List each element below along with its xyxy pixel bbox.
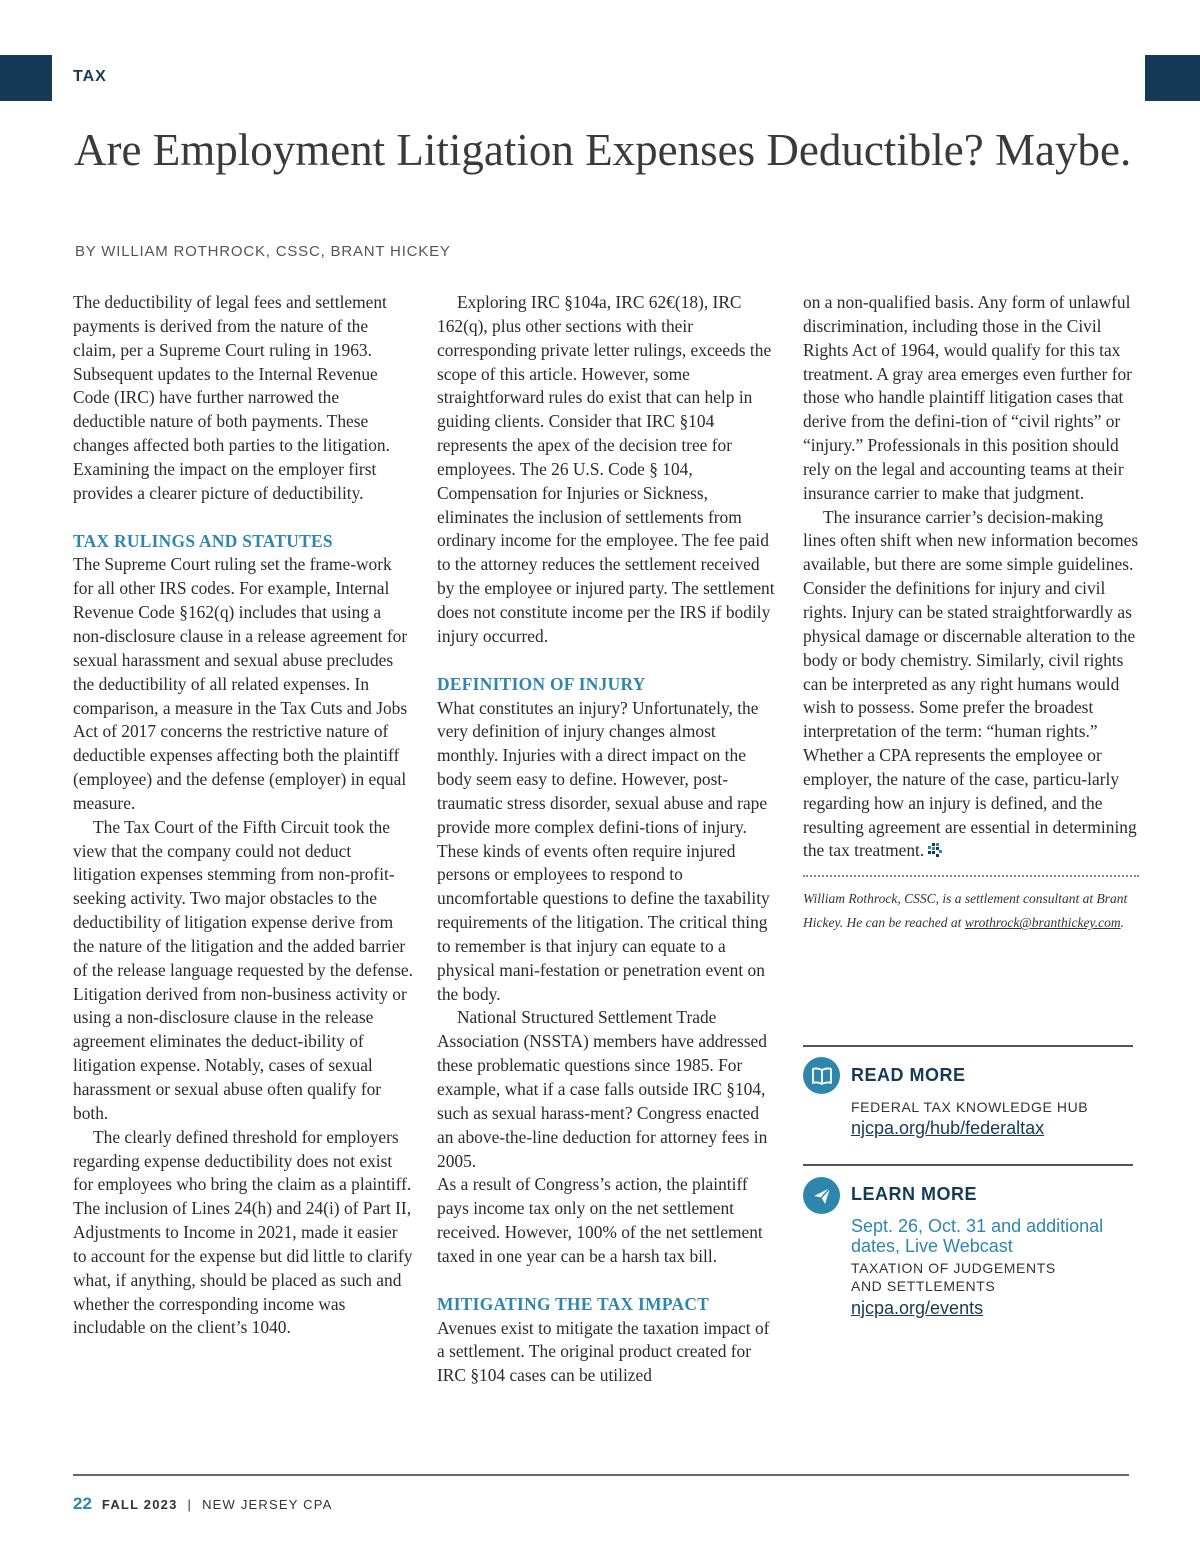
corner-block-left: [0, 55, 52, 101]
paragraph: Avenues exist to mitigate the taxation impact of a settlement. The original product created for IRC §104 cases can be utilized: [437, 1317, 770, 1386]
learn-more-link[interactable]: njcpa.org/events: [851, 1298, 984, 1318]
article-column-1: [73, 291, 413, 1340]
paragraph: The deductibility of legal fees and settlement payments is derived from the nature of the claim, per a Supreme Court ruling in 1963. Subsequent updates to the Internal Revenue Code (IRC) have further narrowed the deductible nature of both payments. These changes affected both parties to the litigation. Examining the impact on the employer first provides a clearer picture of deductibility.: [73, 292, 390, 503]
paragraph: National Structured Settlement Trade Association (NSSTA) members have addressed these problematic questions since 1985. For example, what if a case falls outside IRC §104, such as sexual harass-ment? Congress enacted an above-the-line deduction for attorney fees in 2005.: [437, 1007, 768, 1171]
read-more-link[interactable]: njcpa.org/hub/federaltax: [851, 1118, 1045, 1138]
section-tag: TAX: [73, 68, 107, 85]
learn-more-subtitle: [851, 1259, 1056, 1295]
author-bio-end: .: [1120, 915, 1124, 931]
paragraph: What constitutes an injury? Unfortunately, the very definition of injury changes almost monthly. Injuries with a direct impact on the body seem easy to define. However, post-traumatic stress disorder, sexual abuse and rape provide more complex defini-tions of injury. These kinds of events often require injured persons or employees to respond to uncomfortable questions to define the taxability requirements of the litigation. The critical thing to remember is that injury can equate to a physical mani-festation or penetration event on the body.: [437, 697, 770, 1004]
read-more-divider: [803, 1045, 1133, 1047]
issue-label: FALL 2023: [101, 1497, 178, 1512]
publication-name: NEW JERSEY CPA: [202, 1497, 333, 1512]
author-email-link[interactable]: wrothrock@branthickey.com: [964, 915, 1121, 931]
divider: [803, 875, 1139, 877]
author-bio: [803, 887, 1139, 935]
section-heading-tax-rulings: TAX RULINGS AND STATUTES: [73, 530, 333, 551]
section-heading-mitigating: MITIGATING THE TAX IMPACT: [437, 1293, 710, 1314]
paragraph: [803, 506, 1139, 864]
paragraph: The Supreme Court ruling set the frame-work for all other IRS codes. For example, Internal Revenue Code §162(q) includes that using a non-disclosure clause in a release agreement for sexual harassment and sexual abuse precludes the deductibility of all related expenses. In comparison, a measure in the Tax Cuts and Jobs Act of 2017 concerns the restrictive nature of deductible expenses affecting both the plaintiff (employee) and the defense (employer) in equal measure.: [73, 554, 408, 813]
learn-more-heading: LEARN MORE: [851, 1184, 977, 1204]
page-number: 22: [73, 1494, 92, 1513]
footer-divider: [73, 1474, 1129, 1476]
learn-more-subtitle-line-1: TAXATION OF JUDGEMENTS: [851, 1260, 1056, 1276]
article-column-3: [803, 291, 1139, 935]
learn-more-dates: Sept. 26, Oct. 31 and additional dates, Live Webcast: [851, 1216, 1104, 1256]
learn-more-subtitle-line-2: AND SETTLEMENTS: [851, 1278, 996, 1294]
corner-block-right: [1145, 55, 1200, 101]
section-heading-definition-of-injury: DEFINITION OF INJURY: [437, 673, 646, 694]
read-more-subtitle: FEDERAL TAX KNOWLEDGE HUB: [851, 1099, 1089, 1115]
page-footer: [73, 1494, 333, 1514]
paragraph: The clearly defined threshold for employers regarding expense deductibility does not exist for employees who bring the claim as a plaintiff. The inclusion of Lines 24(h) and 24(i) of Part II, Adjustments to Income in 2021, made it easier to account for the expense but did little to clarify what, if anything, should be placed as such and whether the corresponding income was includable on the client’s 1040.: [73, 1126, 413, 1338]
read-more-heading: READ MORE: [851, 1065, 966, 1085]
book-icon: [803, 1057, 840, 1094]
article-column-2: [437, 291, 777, 1388]
article-headline: Are Employment Litigation Expenses Deductible? Maybe.: [74, 125, 1132, 175]
footer-separator: |: [187, 1497, 193, 1512]
paragraph: The Tax Court of the Fifth Circuit took the view that the company could not deduct litigation expenses stemming from non-profit-seeking activity. Two major obstacles to the deductibility of litigation expense derive from the nature of the litigation and the added barrier of the release language requested by the defense. Litigation derived from non-business activity or using a non-disclosure clause in the release agreement eliminates the deduct-ibility of litigation expense. Notably, cases of sexual harassment or sexual abuse often qualify for both.: [73, 816, 413, 1123]
paragraph: As a result of Congress’s action, the plaintiff pays income tax only on the net settlement received. However, 100% of the net settlement taxed in one year can be a harsh tax bill.: [437, 1174, 763, 1266]
byline: BY WILLIAM ROTHROCK, CSSC, BRANT HICKEY: [75, 243, 451, 260]
paragraph: on a non-qualified basis. Any form of unlawful discrimination, including those in the Civil Rights Act of 1964, would qualify for this tax treatment. A gray area emerges even further for those who handle plaintiff litigation cases that derive from the defini-tion of “civil rights” or “injury.” Professionals in this position should rely on the legal and accounting teams at their insurance carrier to make that judgment.: [803, 292, 1132, 503]
end-mark-icon: [928, 843, 942, 857]
paragraph-text: The insurance carrier’s decision-making lines often shift when new information becomes available, but there are some simple guidelines. Consider the definitions for injury and civil rights. Injury can be stated straightforwardly as physical damage or discernable alteration to the body or body chemistry. Similarly, civil rights can be interpreted as any right humans would wish to possess. Some prefer the broadest interpretation of the term: “human rights.” Whether a CPA represents the employee or employer, the nature of the case, particu-larly regarding how an injury is defined, and the resulting agreement are essential in determining the tax treatment.: [803, 506, 1139, 861]
learn-more-divider: [803, 1164, 1133, 1166]
paragraph: Exploring IRC §104a, IRC 62€(18), IRC 162(q), plus other sections with their corresponding private letter rulings, exceeds the scope of this article. However, some straightforward rules do exist that can help in guiding clients. Consider that IRC §104 represents the apex of the decision tree for employees. The 26 U.S. Code § 104, Compensation for Injuries or Sickness, eliminates the inclusion of settlements from ordinary income for the employee. The fee paid to the attorney reduces the settlement received by the employee or injured party. The settlement does not constitute income per the IRS if bodily injury occurred.: [437, 292, 775, 646]
author-bio-text: William Rothrock, CSSC, is a settlement consultant at Brant Hickey. He can be reached at: [803, 891, 1128, 931]
paper-plane-icon: [803, 1177, 840, 1214]
